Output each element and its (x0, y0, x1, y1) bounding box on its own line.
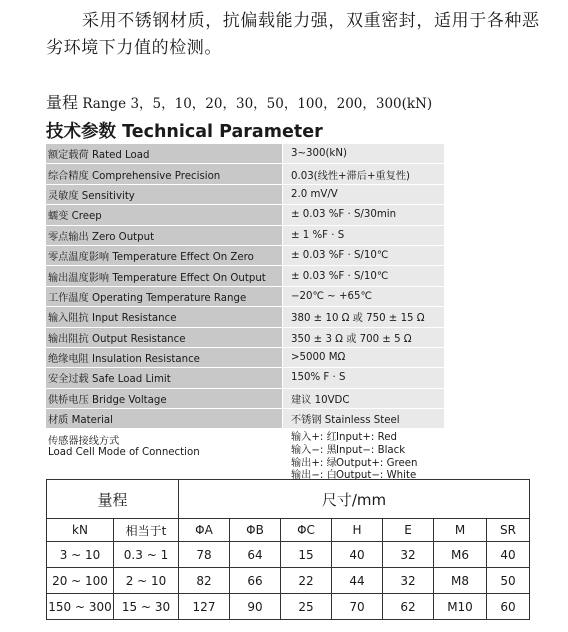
range-label: 量程 (46, 93, 79, 112)
param-value: ± 1 %F · S (283, 225, 445, 245)
param-value: 350 ± 3 Ω 或 700 ± 5 Ω (283, 327, 445, 347)
param-value: ± 0.03 %F · S/10℃ (283, 266, 445, 286)
col-header: M (434, 519, 487, 542)
param-key: 输入阻抗 Input Resistance (46, 307, 283, 327)
param-row (46, 307, 444, 327)
connection-key-en: Load Cell Mode of Connection (48, 447, 200, 459)
group-range: 量程 (47, 480, 179, 519)
table-row (47, 542, 530, 568)
param-value: 建议 10VDC (283, 388, 445, 408)
param-key: 额定载荷 Rated Load (46, 144, 283, 164)
dims-column-header (47, 519, 530, 542)
table-cell: 90 (230, 594, 281, 620)
group-size: 尺寸/mm (179, 480, 530, 519)
table-row (47, 568, 530, 594)
table-cell: 64 (230, 542, 281, 568)
param-value: 150% F · S (283, 368, 445, 388)
table-cell: 2 ~ 10 (114, 568, 179, 594)
table-cell: 70 (332, 594, 383, 620)
param-row (46, 368, 444, 388)
param-value: 0.03(线性+滞后+重复性) (283, 164, 445, 184)
table-cell: 78 (179, 542, 230, 568)
table-cell: 150 ~ 300 (47, 594, 114, 620)
parameter-table (46, 144, 444, 491)
param-key: 绝缘电阻 Insulation Resistance (46, 347, 283, 367)
col-header: SR (487, 519, 530, 542)
wire-en: Output+: Green (336, 457, 418, 469)
param-row (46, 184, 444, 204)
wire-en: Input−: Black (336, 445, 406, 457)
table-cell: 82 (179, 568, 230, 594)
param-row (46, 164, 444, 184)
table-cell: 25 (281, 594, 332, 620)
param-row (46, 225, 444, 245)
wire-en: Input+: Red (336, 432, 397, 444)
wire-cn: 输入+: 红 (291, 432, 337, 444)
table-cell: 60 (487, 594, 530, 620)
table-cell: 22 (281, 568, 332, 594)
table-cell: 40 (332, 542, 383, 568)
param-key: 供桥电压 Bridge Voltage (46, 388, 283, 408)
param-row (46, 347, 444, 367)
table-cell: 15 ~ 30 (114, 594, 179, 620)
param-row (46, 388, 444, 408)
table-cell: 44 (332, 568, 383, 594)
param-value: 380 ± 10 Ω 或 750 ± 15 Ω (283, 307, 445, 327)
table-cell: M6 (434, 542, 487, 568)
table-cell: 0.3 ~ 1 (114, 542, 179, 568)
param-key: 零点温度影响 Temperature Effect On Zero (46, 245, 283, 265)
col-header: 相当于t (114, 519, 179, 542)
table-cell: 20 ~ 100 (47, 568, 114, 594)
param-value: >5000 MΩ (283, 347, 445, 367)
connection-key-cn: 传感器接线方式 (48, 436, 120, 448)
param-row (46, 144, 444, 164)
dims-group-header (47, 480, 530, 519)
param-value: ± 0.03 %F · S/10℃ (283, 245, 445, 265)
range-line (46, 90, 432, 113)
param-row (46, 409, 444, 429)
table-cell: 32 (383, 568, 434, 594)
param-value: −20℃ ~ +65℃ (283, 286, 445, 306)
param-value: 2.0 mV/V (283, 184, 445, 204)
col-header: ΦB (230, 519, 281, 542)
table-cell: 127 (179, 594, 230, 620)
table-cell: 62 (383, 594, 434, 620)
param-key: 输出阻抗 Output Resistance (46, 327, 283, 347)
table-cell: 15 (281, 542, 332, 568)
param-value: 不锈钢 Stainless Steel (283, 409, 445, 429)
col-header: ΦA (179, 519, 230, 542)
param-key: 输出温度影响 Temperature Effect On Output (46, 266, 283, 286)
param-row (46, 327, 444, 347)
table-cell: 3 ~ 10 (47, 542, 114, 568)
param-key: 综合精度 Comprehensive Precision (46, 164, 283, 184)
param-key: 工作温度 Operating Temperature Range (46, 286, 283, 306)
table-cell: 50 (487, 568, 530, 594)
wire-en: Output−: White (336, 470, 417, 482)
table-cell: 66 (230, 568, 281, 594)
wire-cn: 输出−: 白 (291, 470, 337, 482)
table-cell: M8 (434, 568, 487, 594)
param-row (46, 205, 444, 225)
col-header: H (332, 519, 383, 542)
dimensions-table (46, 479, 530, 620)
col-header: kN (47, 519, 114, 542)
param-key: 材质 Material (46, 409, 283, 429)
param-value: ± 0.03 %F · S/30min (283, 205, 445, 225)
param-key: 安全过载 Safe Load Limit (46, 368, 283, 388)
param-value: 3~300(kN) (283, 144, 445, 164)
col-header: E (383, 519, 434, 542)
param-row (46, 266, 444, 286)
intro-paragraph: 采用不锈钢材质，抗偏载能力强，双重密封，适用于各种恶劣环境下力值的检测。 (46, 11, 540, 58)
wire-cn: 输出+: 绿 (291, 457, 337, 469)
param-key: 零点输出 Zero Output (46, 225, 283, 245)
col-header: ΦC (281, 519, 332, 542)
section-title: 技术参数 Technical Parameter (46, 122, 323, 142)
wire-cn: 输入−: 黑 (291, 445, 337, 457)
table-cell: 32 (383, 542, 434, 568)
param-row (46, 286, 444, 306)
param-key: 灵敏度 Sensitivity (46, 184, 283, 204)
table-cell: 40 (487, 542, 530, 568)
table-row (47, 594, 530, 620)
param-row (46, 245, 444, 265)
range-values: Range 3，5，10，20，30，50，100，200，300(kN) (82, 96, 433, 112)
table-cell: M10 (434, 594, 487, 620)
param-key: 蠕变 Creep (46, 205, 283, 225)
